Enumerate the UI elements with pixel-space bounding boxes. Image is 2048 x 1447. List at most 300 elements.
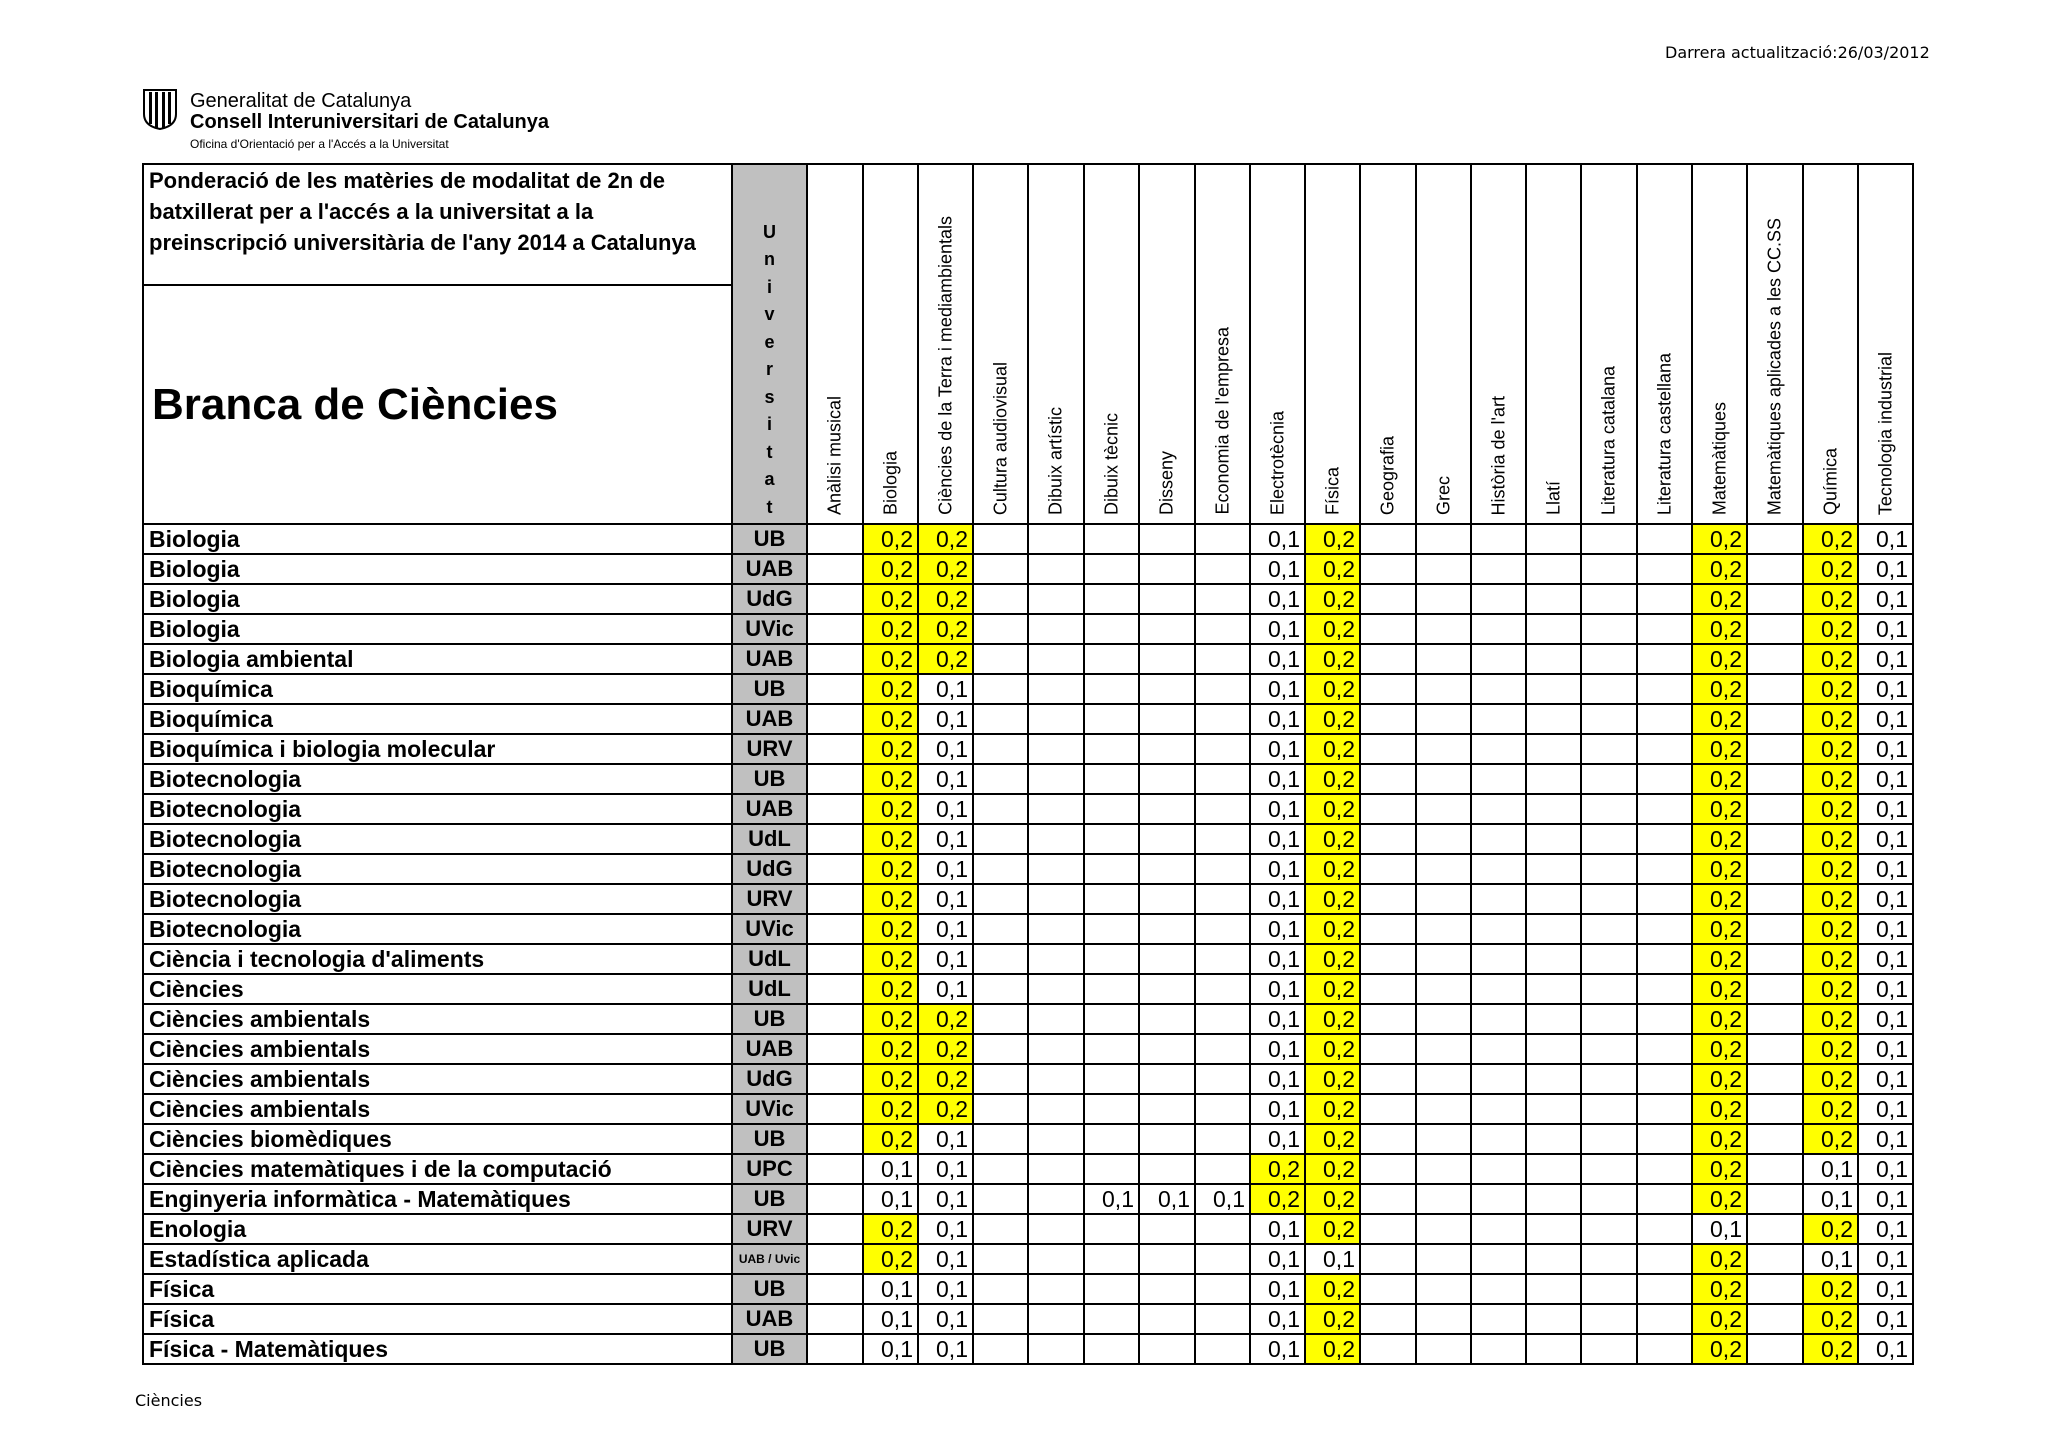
weight-cell — [1028, 764, 1084, 794]
weight-cell — [1581, 794, 1637, 824]
weight-cell: 0,1 — [1250, 524, 1305, 554]
weight-cell: 0,1 — [1858, 1334, 1913, 1364]
weight-cell — [807, 824, 863, 854]
weight-cell — [1360, 944, 1416, 974]
coat-of-arms-icon — [142, 88, 178, 130]
weight-cell: 0,2 — [863, 1034, 918, 1064]
weight-cell — [1084, 614, 1139, 644]
university-code: UAB — [732, 794, 807, 824]
weight-cell — [1581, 1004, 1637, 1034]
table-row — [143, 854, 1913, 884]
weight-cell: 0,1 — [1250, 764, 1305, 794]
weight-cell — [1526, 1214, 1581, 1244]
weight-cell — [1416, 914, 1471, 944]
weight-cell — [1028, 584, 1084, 614]
table-row — [143, 944, 1913, 974]
weight-cell — [1526, 734, 1581, 764]
weight-cell — [1360, 524, 1416, 554]
weight-cell: 0,2 — [1305, 554, 1360, 584]
weight-cell — [1084, 824, 1139, 854]
weight-cell — [1471, 944, 1526, 974]
weight-cell — [1360, 554, 1416, 584]
weight-cell — [807, 794, 863, 824]
weight-cell: 0,1 — [918, 1244, 973, 1274]
weight-cell — [1637, 554, 1692, 584]
degree-name: Biologia — [143, 614, 732, 644]
weight-cell — [1195, 854, 1250, 884]
weight-cell — [1028, 854, 1084, 884]
weight-cell — [1747, 734, 1803, 764]
weight-cell — [973, 824, 1028, 854]
subject-header — [863, 164, 918, 524]
weight-cell — [1084, 1244, 1139, 1274]
weight-cell — [973, 1334, 1028, 1364]
weight-cell: 0,2 — [1305, 1124, 1360, 1154]
degree-name: Ciències biomèdiques — [143, 1124, 732, 1154]
weight-cell — [1084, 1094, 1139, 1124]
table-row — [143, 1034, 1913, 1064]
weight-cell — [1747, 614, 1803, 644]
weight-cell — [1028, 1064, 1084, 1094]
weight-cell: 0,2 — [1305, 734, 1360, 764]
weight-cell — [1139, 674, 1195, 704]
weight-cell — [1637, 914, 1692, 944]
weight-cell: 0,1 — [918, 1334, 973, 1364]
weight-cell: 0,2 — [1803, 1334, 1858, 1364]
table-row — [143, 674, 1913, 704]
weight-cell: 0,2 — [1803, 1124, 1858, 1154]
weight-cell — [1360, 1094, 1416, 1124]
weight-cell — [1637, 1064, 1692, 1094]
weight-cell: 0,2 — [918, 644, 973, 674]
subject-header-label: Literatura catalana — [1598, 365, 1619, 515]
sheet-name: Ciències — [135, 1391, 203, 1410]
weight-cell — [1360, 1214, 1416, 1244]
weight-cell — [1416, 704, 1471, 734]
weight-cell — [1471, 1034, 1526, 1064]
weight-cell: 0,2 — [863, 764, 918, 794]
weight-cell — [1360, 854, 1416, 884]
weight-cell — [1747, 914, 1803, 944]
weight-cell: 0,2 — [863, 884, 918, 914]
weight-cell — [1139, 764, 1195, 794]
university-code: UdG — [732, 584, 807, 614]
weight-cell: 0,2 — [1305, 674, 1360, 704]
weight-cell — [1416, 1154, 1471, 1184]
weight-cell — [1139, 1334, 1195, 1364]
weight-cell — [1471, 794, 1526, 824]
weight-cell — [1747, 1334, 1803, 1364]
subject-header — [1360, 164, 1416, 524]
weight-cell — [1195, 974, 1250, 1004]
table-row — [143, 614, 1913, 644]
weight-cell: 0,2 — [1803, 1304, 1858, 1334]
weight-cell — [807, 944, 863, 974]
weight-cell — [1416, 1064, 1471, 1094]
degree-name: Ciències matemàtiques i de la computació — [143, 1154, 732, 1184]
weight-cell: 0,2 — [1692, 1334, 1747, 1364]
weight-cell: 0,2 — [1692, 1094, 1747, 1124]
weight-cell: 0,2 — [1305, 914, 1360, 944]
university-code: URV — [732, 1214, 807, 1244]
weight-cell — [1084, 524, 1139, 554]
weight-cell — [1139, 1094, 1195, 1124]
weight-cell — [1195, 734, 1250, 764]
subject-header-label: Disseny — [1156, 450, 1177, 515]
university-code: UB — [732, 1124, 807, 1154]
subject-header-label: Dibuix artístic — [1045, 406, 1066, 515]
weight-cell: 0,2 — [1250, 1154, 1305, 1184]
table-row — [143, 884, 1913, 914]
weight-cell — [1581, 944, 1637, 974]
weight-cell: 0,2 — [863, 1124, 918, 1154]
weight-cell — [1416, 974, 1471, 1004]
weight-cell — [1195, 584, 1250, 614]
weight-cell — [1471, 1064, 1526, 1094]
weight-cell: 0,1 — [1250, 1004, 1305, 1034]
weight-cell — [1747, 1034, 1803, 1064]
weight-cell — [807, 1004, 863, 1034]
weight-cell — [1360, 1124, 1416, 1154]
weight-cell — [807, 1304, 863, 1334]
table-row — [143, 1334, 1913, 1364]
weight-cell: 0,2 — [1692, 1184, 1747, 1214]
weight-cell — [1195, 614, 1250, 644]
weight-cell — [1747, 944, 1803, 974]
logo-line-consell: Consell Interuniversitari de Catalunya — [190, 111, 549, 133]
weight-cell — [1028, 704, 1084, 734]
weight-cell — [1195, 554, 1250, 584]
weight-cell — [1139, 914, 1195, 944]
table-row — [143, 554, 1913, 584]
weight-cell — [807, 1094, 863, 1124]
weight-cell — [973, 944, 1028, 974]
weight-cell — [1747, 524, 1803, 554]
weight-cell — [1526, 674, 1581, 704]
weight-cell — [1526, 524, 1581, 554]
weight-cell — [1581, 734, 1637, 764]
weight-cell: 0,1 — [863, 1304, 918, 1334]
weight-cell — [1139, 1004, 1195, 1034]
weight-cell — [1084, 734, 1139, 764]
weight-cell: 0,2 — [1305, 644, 1360, 674]
weight-cell: 0,1 — [918, 734, 973, 764]
weight-cell — [1471, 854, 1526, 884]
weight-cell: 0,2 — [1305, 704, 1360, 734]
weight-cell: 0,2 — [918, 614, 973, 644]
weight-cell — [1581, 854, 1637, 884]
weight-cell: 0,2 — [863, 704, 918, 734]
weight-cell: 0,1 — [1250, 824, 1305, 854]
degree-name: Biologia — [143, 524, 732, 554]
weight-cell — [1581, 1334, 1637, 1364]
weight-cell — [1471, 614, 1526, 644]
weight-cell: 0,2 — [918, 554, 973, 584]
weight-cell — [1526, 824, 1581, 854]
weight-cell — [1139, 584, 1195, 614]
weight-cell — [1084, 1064, 1139, 1094]
weight-cell — [807, 554, 863, 584]
weight-cell — [1471, 914, 1526, 944]
weight-cell: 0,2 — [1305, 524, 1360, 554]
weight-cell — [1139, 794, 1195, 824]
weight-cell — [1028, 1094, 1084, 1124]
weight-cell — [1360, 644, 1416, 674]
weight-cell: 0,2 — [1692, 1004, 1747, 1034]
weight-cell — [1195, 1064, 1250, 1094]
weight-cell — [973, 1274, 1028, 1304]
degree-name: Física - Matemàtiques — [143, 1334, 732, 1364]
weight-cell — [1028, 1304, 1084, 1334]
weight-cell: 0,2 — [1692, 1304, 1747, 1334]
weight-cell — [1139, 1034, 1195, 1064]
weight-cell — [1195, 884, 1250, 914]
weight-cell — [1416, 944, 1471, 974]
weight-cell: 0,2 — [863, 674, 918, 704]
weight-cell: 0,1 — [1858, 854, 1913, 884]
table-row — [143, 704, 1913, 734]
weight-cell — [1360, 794, 1416, 824]
weight-cell — [973, 524, 1028, 554]
weight-cell — [1747, 1154, 1803, 1184]
weight-cell — [1581, 554, 1637, 584]
weight-cell: 0,2 — [1803, 674, 1858, 704]
subject-header-label: Matemàtiques aplicades a les CC.SS — [1764, 217, 1785, 515]
weight-cell — [1360, 674, 1416, 704]
weight-cell — [1416, 1094, 1471, 1124]
weight-cell: 0,1 — [1858, 614, 1913, 644]
table-row — [143, 824, 1913, 854]
weight-cell — [1416, 1214, 1471, 1244]
weight-cell: 0,2 — [1305, 884, 1360, 914]
weight-cell — [1139, 1154, 1195, 1184]
university-code: UAB — [732, 1304, 807, 1334]
weight-cell — [1360, 704, 1416, 734]
weight-cell: 0,2 — [1692, 1274, 1747, 1304]
subject-header-label: Llatí — [1543, 480, 1563, 515]
weight-cell: 0,2 — [1692, 554, 1747, 584]
weight-cell: 0,2 — [1692, 944, 1747, 974]
university-code: URV — [732, 734, 807, 764]
weight-cell: 0,2 — [1803, 1034, 1858, 1064]
weight-cell: 0,1 — [1250, 1064, 1305, 1094]
weight-cell — [1526, 1274, 1581, 1304]
weight-cell — [1471, 884, 1526, 914]
subject-header — [1416, 164, 1471, 524]
weight-cell — [1747, 1094, 1803, 1124]
weight-cell: 0,2 — [1803, 974, 1858, 1004]
weight-cell — [1637, 1334, 1692, 1364]
weight-cell: 0,1 — [1803, 1244, 1858, 1274]
weight-cell — [807, 974, 863, 1004]
weight-cell: 0,2 — [1305, 764, 1360, 794]
weight-cell — [1471, 1304, 1526, 1334]
degree-name: Ciències ambientals — [143, 1064, 732, 1094]
weighting-table — [142, 163, 1914, 1365]
weight-cell: 0,1 — [1250, 974, 1305, 1004]
weight-cell: 0,1 — [1084, 1184, 1139, 1214]
university-code: UdG — [732, 1064, 807, 1094]
weight-cell — [1526, 854, 1581, 884]
weight-cell — [1747, 1214, 1803, 1244]
weight-cell: 0,2 — [1305, 944, 1360, 974]
weight-cell — [1581, 1064, 1637, 1094]
weight-cell — [1028, 1214, 1084, 1244]
table-row — [143, 1184, 1913, 1214]
weight-cell — [1747, 764, 1803, 794]
weight-cell — [1028, 914, 1084, 944]
weight-cell — [1581, 824, 1637, 854]
weight-cell: 0,2 — [1692, 644, 1747, 674]
weight-cell — [1416, 1004, 1471, 1034]
weight-cell — [973, 1244, 1028, 1274]
weight-cell — [1139, 1244, 1195, 1274]
weight-cell: 0,1 — [918, 704, 973, 734]
weight-cell — [1028, 1274, 1084, 1304]
weight-cell — [1028, 1184, 1084, 1214]
weight-cell: 0,1 — [1250, 1334, 1305, 1364]
weight-cell: 0,2 — [1692, 1064, 1747, 1094]
weight-cell — [1471, 1274, 1526, 1304]
university-code: UAB — [732, 644, 807, 674]
weight-cell — [1747, 884, 1803, 914]
weight-cell — [1416, 584, 1471, 614]
weight-cell: 0,2 — [1803, 884, 1858, 914]
table-title: Ponderació de les matèries de modalitat de 2n de batxillerat per a l'accés a la universitat a la preinscripció universitària de l'any 2014 a Catalunya — [143, 164, 732, 285]
subject-header-label: Ciències de la Terra i mediambientals — [935, 216, 955, 515]
weight-cell: 0,2 — [1250, 1184, 1305, 1214]
weight-cell: 0,1 — [918, 1214, 973, 1244]
weight-cell — [973, 734, 1028, 764]
subject-header — [1747, 164, 1803, 524]
weight-cell — [1526, 584, 1581, 614]
weight-cell: 0,1 — [1250, 854, 1305, 884]
degree-name: Ciències ambientals — [143, 1094, 732, 1124]
table-row — [143, 794, 1913, 824]
weight-cell — [1526, 764, 1581, 794]
weight-cell — [1526, 944, 1581, 974]
weight-cell: 0,1 — [1250, 584, 1305, 614]
weight-cell: 0,2 — [1305, 1184, 1360, 1214]
weight-cell: 0,2 — [1305, 1034, 1360, 1064]
last-update-text: Darrera actualització:26/03/2012 — [1665, 43, 1930, 62]
weight-cell — [1416, 1334, 1471, 1364]
weight-cell: 0,1 — [1858, 704, 1913, 734]
weight-cell — [1360, 1184, 1416, 1214]
weight-cell: 0,2 — [1692, 1124, 1747, 1154]
weight-cell: 0,2 — [1803, 584, 1858, 614]
weight-cell — [1139, 614, 1195, 644]
weight-cell: 0,2 — [918, 584, 973, 614]
weight-cell: 0,2 — [1692, 884, 1747, 914]
weight-cell — [1360, 884, 1416, 914]
weight-cell: 0,1 — [1858, 1034, 1913, 1064]
subject-header — [1692, 164, 1747, 524]
subject-header-label: Història de l'art — [1488, 395, 1508, 515]
weight-cell: 0,2 — [918, 1064, 973, 1094]
weight-cell — [1139, 1214, 1195, 1244]
weight-cell — [1195, 1094, 1250, 1124]
weight-cell — [1526, 704, 1581, 734]
weight-cell: 0,1 — [1858, 824, 1913, 854]
weight-cell — [807, 584, 863, 614]
weight-cell: 0,1 — [863, 1334, 918, 1364]
weight-cell: 0,1 — [918, 1274, 973, 1304]
weight-cell: 0,2 — [863, 734, 918, 764]
weight-cell: 0,1 — [1858, 974, 1913, 1004]
weight-cell — [1028, 524, 1084, 554]
weight-cell: 0,2 — [1305, 1004, 1360, 1034]
weight-cell — [1637, 794, 1692, 824]
weight-cell — [973, 794, 1028, 824]
weight-cell: 0,1 — [1250, 944, 1305, 974]
weight-cell — [1028, 554, 1084, 584]
weight-cell: 0,2 — [863, 524, 918, 554]
weight-cell — [1416, 1304, 1471, 1334]
weight-cell — [1581, 524, 1637, 554]
weight-cell — [807, 854, 863, 884]
weight-cell — [1637, 1034, 1692, 1064]
weight-cell: 0,1 — [918, 854, 973, 884]
weight-cell — [1747, 1184, 1803, 1214]
subject-header — [1305, 164, 1360, 524]
weight-cell — [1747, 824, 1803, 854]
weight-cell: 0,1 — [1250, 1034, 1305, 1064]
weight-cell: 0,2 — [1305, 974, 1360, 1004]
weight-cell — [1195, 1304, 1250, 1334]
weight-cell: 0,2 — [1803, 794, 1858, 824]
university-code: UAB — [732, 704, 807, 734]
weight-cell — [973, 884, 1028, 914]
table-row — [143, 914, 1913, 944]
weight-cell: 0,2 — [1803, 644, 1858, 674]
weight-cell: 0,2 — [1692, 614, 1747, 644]
weight-cell — [1581, 1154, 1637, 1184]
degree-name: Biotecnologia — [143, 764, 732, 794]
weight-cell — [1360, 1004, 1416, 1034]
weight-cell — [1084, 974, 1139, 1004]
weight-cell — [1637, 884, 1692, 914]
weight-cell: 0,2 — [1803, 1214, 1858, 1244]
weight-cell — [1637, 1004, 1692, 1034]
weight-cell — [807, 1034, 863, 1064]
logo-line-oficina: Oficina d'Orientació per a l'Accés a la Universitat — [190, 137, 449, 151]
weight-cell — [1416, 854, 1471, 884]
weight-cell: 0,2 — [1305, 824, 1360, 854]
table-row — [143, 584, 1913, 614]
weight-cell — [1637, 944, 1692, 974]
weight-cell — [807, 524, 863, 554]
weight-cell — [807, 1214, 863, 1244]
weight-cell — [1747, 974, 1803, 1004]
university-code: UVic — [732, 614, 807, 644]
weight-cell — [1360, 1304, 1416, 1334]
weight-cell — [973, 674, 1028, 704]
weight-cell — [1526, 1124, 1581, 1154]
subject-header — [1471, 164, 1526, 524]
weight-cell: 0,1 — [1803, 1154, 1858, 1184]
subject-header-label: Dibuix tècnic — [1101, 412, 1121, 515]
weight-cell — [807, 704, 863, 734]
weight-cell — [1747, 584, 1803, 614]
degree-name: Ciències — [143, 974, 732, 1004]
weight-cell — [807, 1064, 863, 1094]
weight-cell: 0,2 — [863, 554, 918, 584]
weight-cell: 0,2 — [863, 1244, 918, 1274]
subject-header — [1250, 164, 1305, 524]
weight-cell — [1195, 644, 1250, 674]
weight-cell — [1637, 974, 1692, 1004]
